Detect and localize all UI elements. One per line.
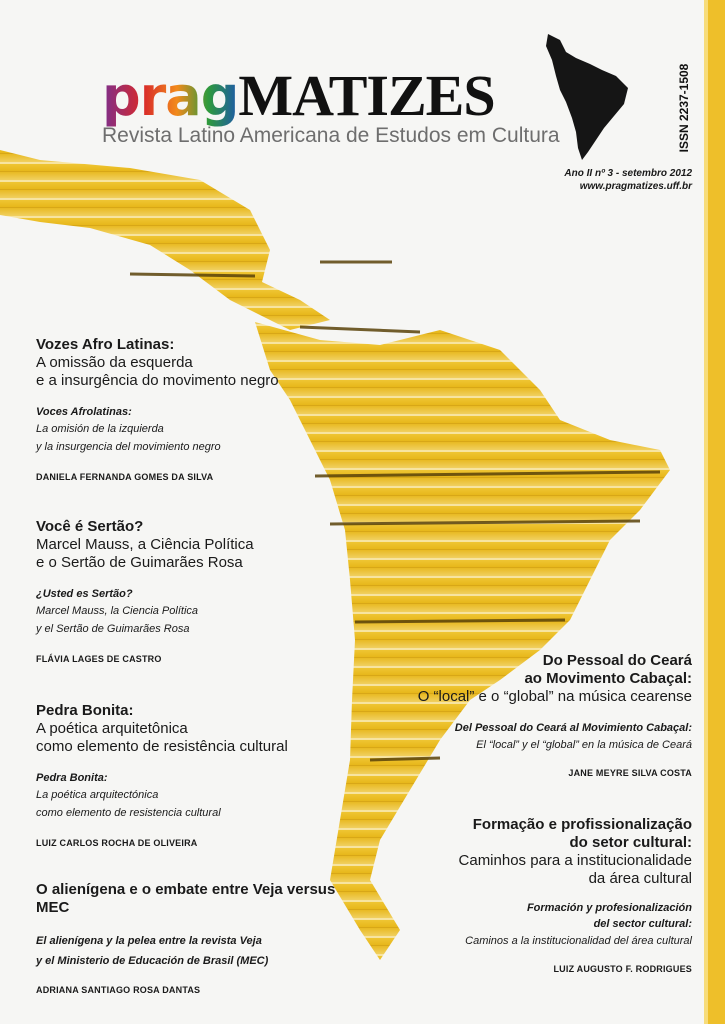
article-pedra-bonita[interactable]: [36, 702, 366, 848]
article-author: FLÁVIA LAGES DE CASTRO: [36, 654, 162, 664]
article-subtitle-line: A poética arquitetônica: [36, 720, 188, 737]
logo-matizes-text: MATIZES: [238, 63, 495, 128]
article-author: ADRIANA SANTIAGO ROSA DANTAS: [36, 985, 201, 995]
article-es-line: La poética arquitectónica: [36, 789, 159, 801]
article-es-line: como elemento de resistencia cultural: [36, 807, 221, 819]
article-title: Pedra Bonita:: [36, 702, 134, 719]
article-subtitle-line: como elemento de resistência cultural: [36, 738, 288, 755]
article-es-line: y el Sertão de Guimarães Rosa: [36, 623, 190, 635]
article-title-line: do setor cultural:: [569, 834, 692, 851]
article-es-line: El alienígena y la pelea entre la revista Veja: [36, 935, 262, 947]
logo-prag-text: prag: [102, 65, 239, 128]
article-vozes-afro-latinas[interactable]: [36, 336, 366, 482]
article-es-line: Marcel Mauss, la Ciencia Política: [36, 605, 199, 617]
issn-label: ISSN 2237-1508: [677, 63, 691, 153]
website-link[interactable]: www.pragmatizes.uff.br: [579, 181, 692, 192]
article-es-line: y el Ministerio de Educación de Brasil (MEC): [36, 955, 269, 967]
article-es-line: El “local” y el “global” en la música de Ceará: [476, 739, 692, 751]
article-voce-e-sertao[interactable]: [36, 518, 366, 664]
article-title-line: Do Pessoal do Ceará: [542, 652, 692, 669]
article-subtitle-line: Caminhos para a institucionalidade: [458, 852, 692, 869]
article-subtitle-line: da área cultural: [588, 870, 692, 887]
article-es-title: Voces Afrolatinas:: [36, 406, 132, 418]
article-title-line: Formação e profissionalização: [472, 816, 692, 833]
article-es-title-line: del sector cultural:: [593, 918, 692, 930]
article-es-title: Pedra Bonita:: [36, 772, 108, 784]
magazine-logo: [102, 63, 495, 128]
article-es-title: ¿Usted es Sertão?: [36, 588, 133, 600]
article-author: JANE MEYRE SILVA COSTA: [568, 768, 692, 778]
issue-number: Ano II nº 3 - setembro 2012: [564, 168, 692, 179]
magazine-subtitle: Revista Latino Americana de Estudos em Cultura: [102, 124, 560, 147]
article-author: LUIZ AUGUSTO F. RODRIGUES: [553, 964, 692, 974]
article-es-line: Caminos a la institucionalidad del área cultural: [465, 935, 692, 947]
article-title-line: ao Movimento Cabaçal:: [524, 670, 692, 687]
article-alienigena[interactable]: [36, 881, 366, 995]
article-subtitle-line: O “local” e o “global” na música cearense: [417, 688, 692, 705]
article-es-line: y la insurgencia del movimiento negro: [36, 441, 221, 453]
article-subtitle-line: e a insurgência do movimento negro: [36, 372, 279, 389]
issue-info: [564, 167, 692, 193]
article-pessoal-do-ceara[interactable]: [392, 652, 692, 778]
article-title: Vozes Afro Latinas:: [36, 336, 175, 353]
article-formacao-profissionalizacao[interactable]: [392, 816, 692, 974]
article-es-line: La omisión de la izquierda: [36, 423, 164, 435]
article-author: DANIELA FERNANDA GOMES DA SILVA: [36, 472, 214, 482]
article-title: O alienígena e o embate entre Veja versus MEC: [36, 881, 336, 916]
article-subtitle-line: Marcel Mauss, a Ciência Política: [36, 536, 254, 553]
article-es-title-line: Formación y profesionalización: [526, 902, 692, 914]
article-author: LUIZ CARLOS ROCHA DE OLIVEIRA: [36, 838, 198, 848]
article-subtitle-line: A omissão da esquerda: [36, 354, 193, 371]
article-subtitle-line: e o Sertão de Guimarães Rosa: [36, 554, 243, 571]
article-es-title: Del Pessoal do Ceará al Movimiento Cabaçal:: [454, 722, 692, 734]
article-title: Você é Sertão?: [36, 518, 144, 535]
